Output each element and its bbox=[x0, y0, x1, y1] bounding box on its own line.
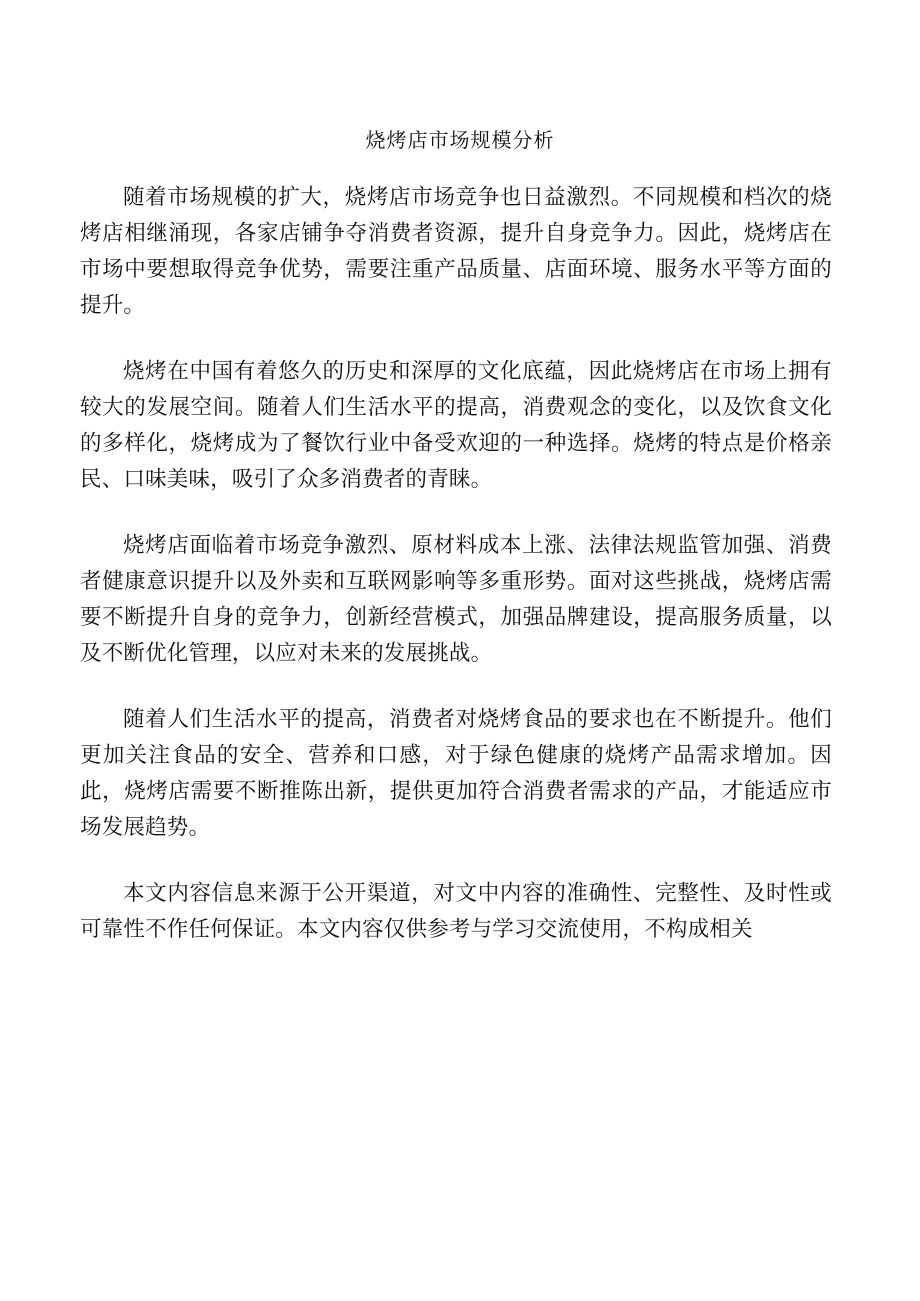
paragraph: 随着市场规模的扩大，烧烤店市场竞争也日益激烈。不同规模和档次的烧烤店相继涌现，各家店铺争夺消费者资源，提升自身竞争力。因此，烧烤店在市场中要想取得竞争优势，需要注重产品质量、店面环境、服务水平等方面的提升。 bbox=[80, 185, 832, 318]
document-body bbox=[80, 180, 832, 978]
paragraph: 随着人们生活水平的提高，消费者对烧烤食品的要求也在不断提升。他们更加关注食品的安全、营养和口感，对于绿色健康的烧烤产品需求增加。因此，烧烤店需要不断推陈出新，提供更加符合消费者需求的产品，才能适应市场发展趋势。 bbox=[80, 707, 832, 840]
paragraph: 烧烤店面临着市场竞争激烈、原材料成本上涨、法律法规监管加强、消费者健康意识提升以及外卖和互联网影响等多重形势。面对这些挑战，烧烤店需要不断提升自身的竞争力，创新经营模式，加强品牌建设，提高服务质量，以及不断优化管理，以应对未来的发展挑战。 bbox=[80, 533, 832, 666]
paragraph: 烧烤在中国有着悠久的历史和深厚的文化底蕴，因此烧烤店在市场上拥有较大的发展空间。随着人们生活水平的提高，消费观念的变化，以及饮食文化的多样化，烧烤成为了餐饮行业中备受欢迎的一种选择。烧烤的特点是价格亲民、口味美味，吸引了众多消费者的青睐。 bbox=[80, 359, 832, 492]
paragraph: 本文内容信息来源于公开渠道，对文中内容的准确性、完整性、及时性或可靠性不作任何保证。本文内容仅供参考与学习交流使用，不构成相关 bbox=[80, 881, 832, 942]
document-title: 烧烤店市场规模分析 bbox=[365, 128, 555, 152]
